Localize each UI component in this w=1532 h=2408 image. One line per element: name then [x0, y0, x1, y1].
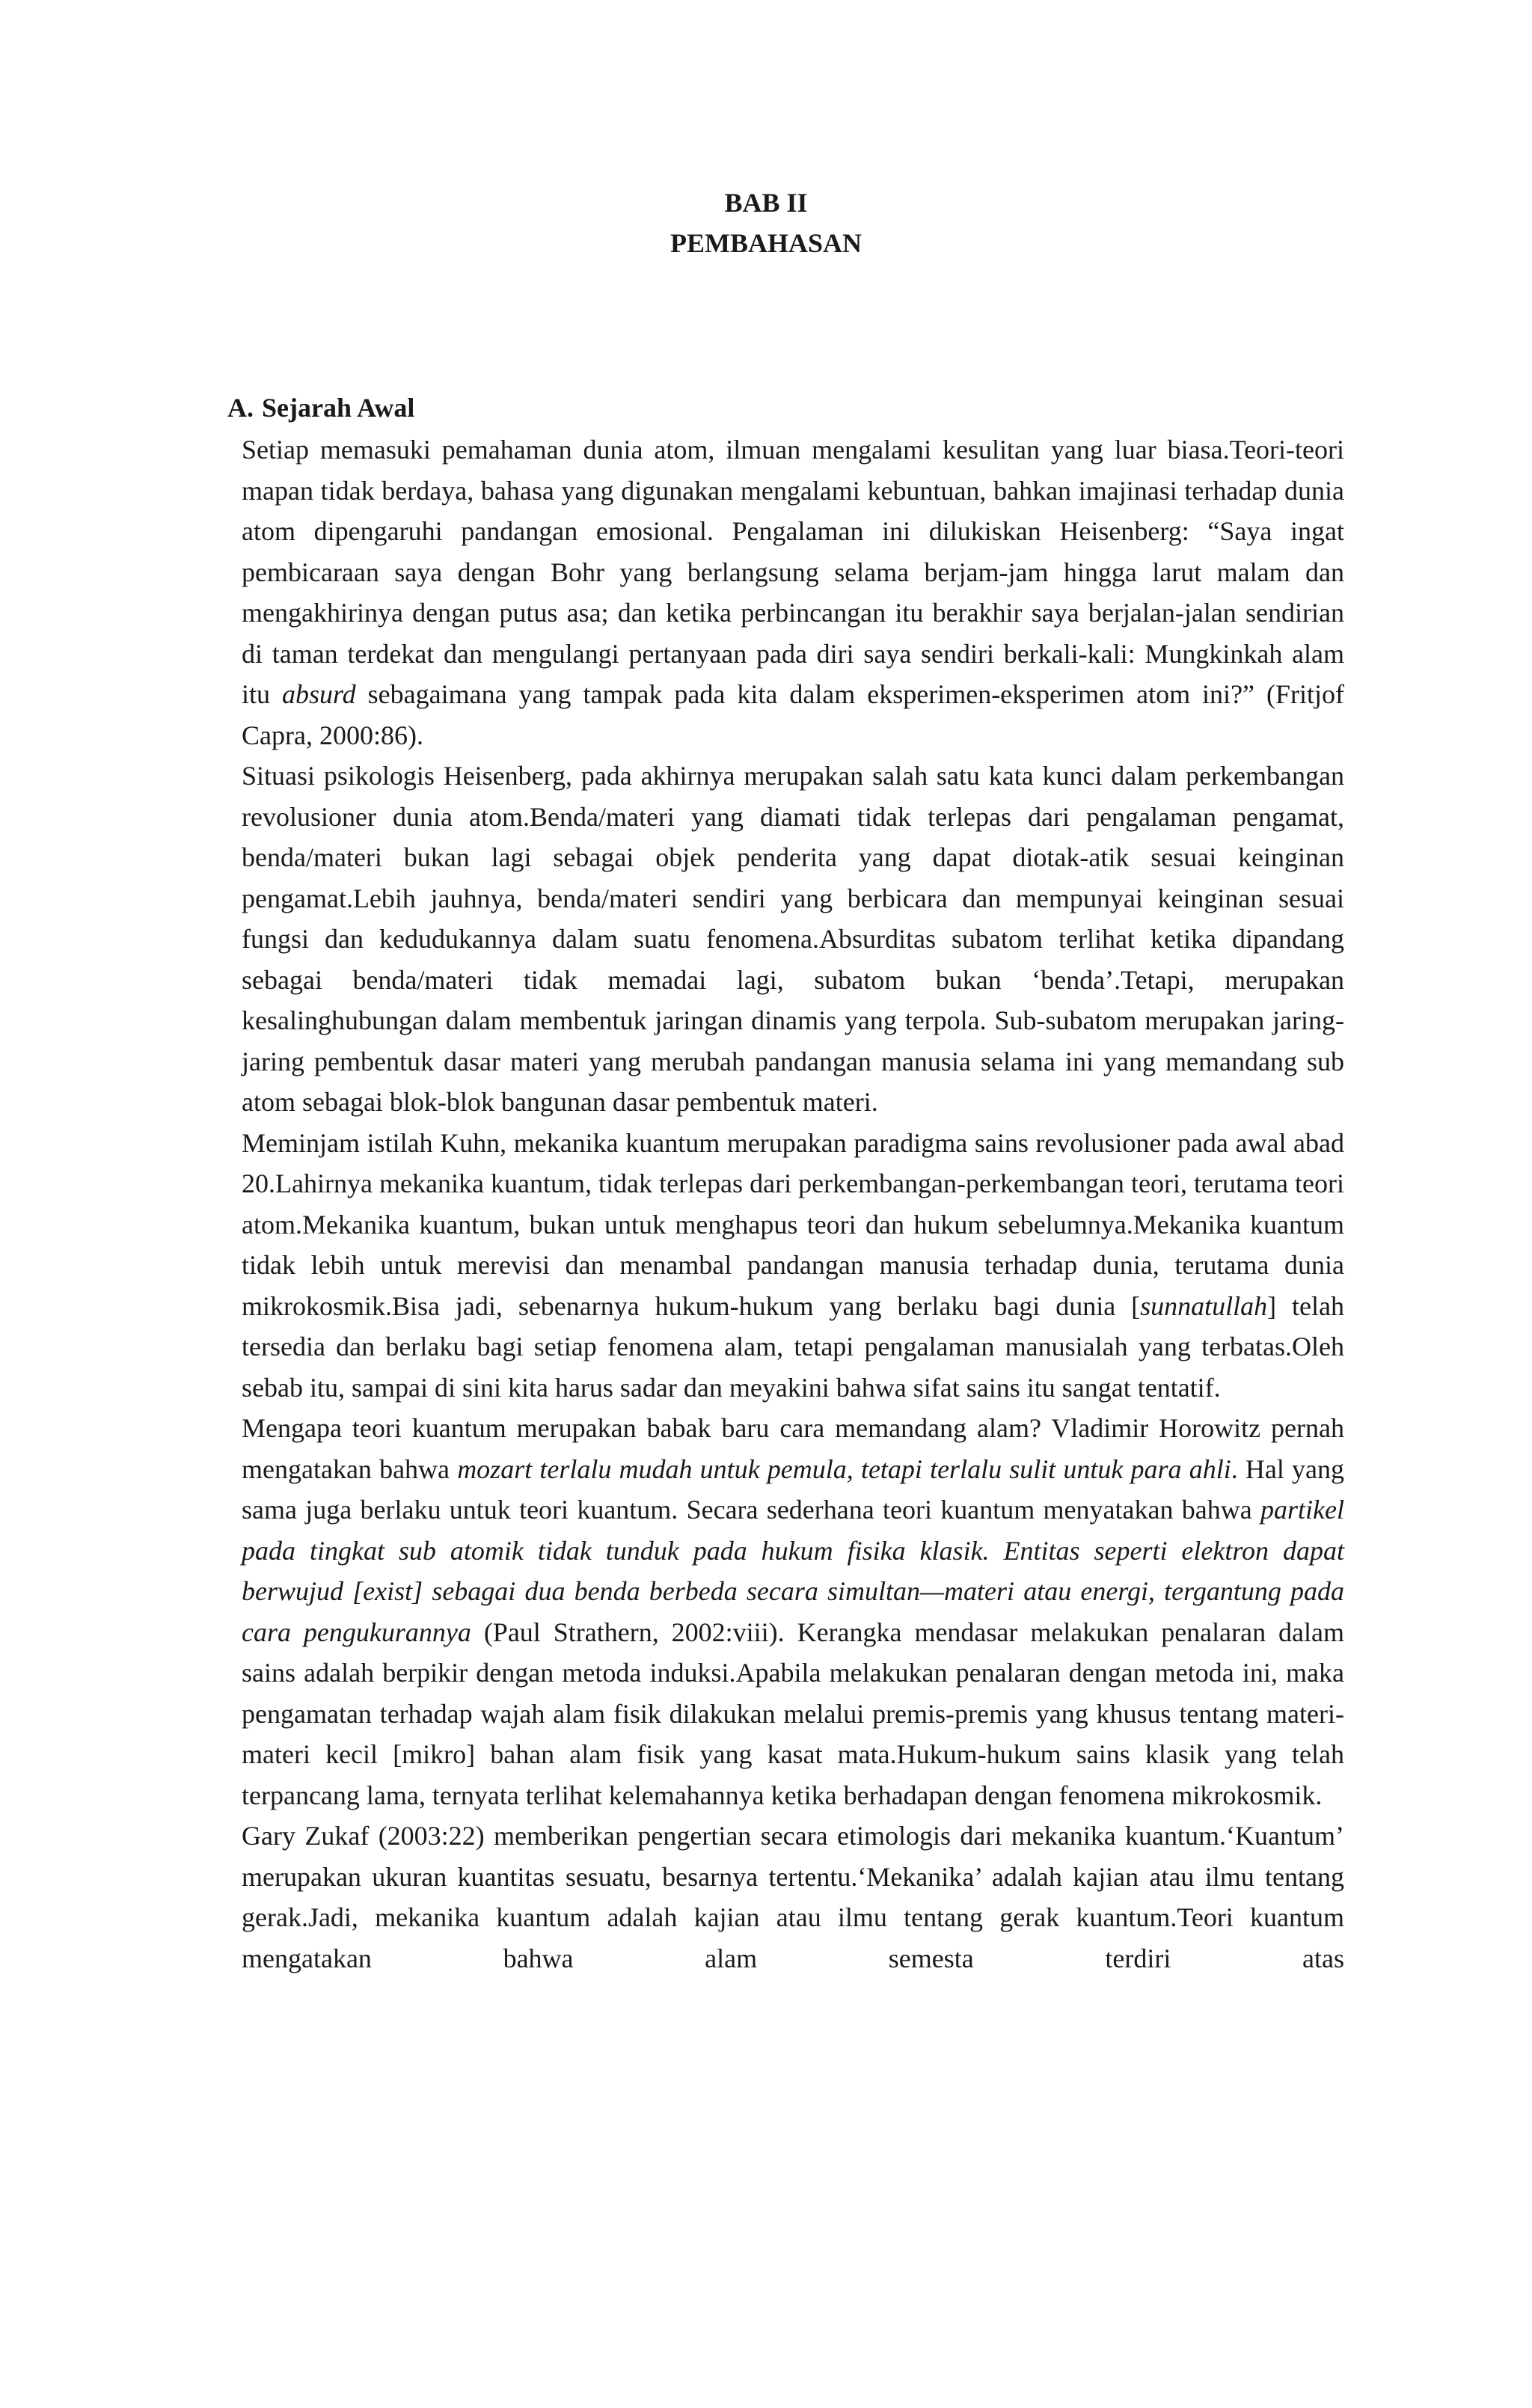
- paragraph: [242, 1816, 1344, 1979]
- text-run: Mengapa teori kuantum merupakan babak baru cara memandang alam? Vladimir Horowitz pernah mengatakan bahwa: [242, 1413, 1344, 1484]
- paragraph: [242, 1408, 1344, 1816]
- text-run: ] telah tersedia dan berlaku bagi setiap fenomena alam, tetapi pengalaman manusialah yang terbatas.Oleh sebab itu, sampai di sini kita harus sadar dan meyakini bahwa sifat sains itu sangat tentatif.: [242, 1290, 1344, 1403]
- text-run: Gary Zukaf (2003:22) memberikan pengertian secara etimologis dari mekanika kuantum.‘Kuantum’ merupakan ukuran kuantitas sesuatu, besarnya tertentu.‘Mekanika’ adalah kajian atau ilmu tentang gerak.Jadi, mekanika kuantum adalah kajian atau ilmu tentang gerak kuantum.Teori kuantum mengatakan bahwa alam semesta terdiri atas: [242, 1821, 1344, 1973]
- text-run: sebagaimana yang tampak pada kita dalam eksperimen-eksperimen atom ini?” (Fritjof Capra, 2000:86).: [242, 679, 1344, 750]
- text-run: . Hal yang sama juga berlaku untuk teori kuantum. Secara sederhana teori kuantum menyatakan bahwa: [242, 1453, 1344, 1525]
- italic-text: sunnatullah: [1140, 1290, 1268, 1321]
- italic-text: absurd: [281, 679, 356, 709]
- chapter-heading: [0, 183, 1532, 263]
- italic-text: mozart terlalu mudah untuk pemula, tetapi terlalu sulit untuk para ahli: [457, 1453, 1231, 1484]
- italic-text: partikel pada tingkat sub atomik tidak tunduk pada hukum fisika klasik. Entitas seperti elektron dapat berwujud [exist] sebagai dua benda berbeda secara simultan—materi atau energi, tergantung pada cara pengukurannya: [242, 1495, 1344, 1647]
- text-run: Meminjam istilah Kuhn, mekanika kuantum merupakan paradigma sains revolusioner pada awal abad 20.Lahirnya mekanika kuantum, tidak terlepas dari perkembangan-perkembangan teori, terutama teori atom.Mekanika kuantum, bukan untuk menghapus teori dan hukum sebelumnya.Mekanika kuantum tidak lebih untuk merevisi dan menambal pandangan manusia terhadap dunia, terutama dunia mikrokosmik.Bisa jadi, sebenarnya hukum-hukum yang berlaku bagi dunia [: [242, 1127, 1344, 1321]
- section-number: A.: [227, 393, 254, 423]
- text-run: Setiap memasuki pemahaman dunia atom, ilmuan mengalami kesulitan yang luar biasa.Teori-teori mapan tidak berdaya, bahasa yang digunakan mengalami kebuntuan, bahkan imajinasi terhadap dunia atom dipengaruhi pandangan emosional. Pengalaman ini dilukiskan Heisenberg: “Saya ingat pembicaraan saya dengan Bohr yang berlangsung selama berjam-jam hingga larut malam dan mengakhirinya dengan putus asa; dan ketika perbincangan itu berakhir saya berjalan-jalan sendirian di taman terdekat dan mengulangi pertanyaan pada diri saya sendiri berkali-kali: Mungkinkah alam itu: [242, 435, 1344, 709]
- chapter-title: PEMBAHASAN: [670, 228, 862, 258]
- paragraph: [242, 1123, 1344, 1409]
- section-title: Sejarah Awal: [262, 393, 415, 423]
- text-run: (Paul Strathern, 2002:viii). Kerangka mendasar melakukan penalaran dalam sains adalah berpikir dengan metoda induksi.Apabila melakukan penalaran dengan metoda ini, maka pengamatan terhadap wajah alam fisik dilakukan melalui premis-premis yang khusus tentang materi-materi kecil [mikro] bahan alam fisik yang kasat mata.Hukum-hukum sains klasik yang telah terpancang lama, ternyata terlihat kelemahannya ketika berhadapan dengan fenomena mikrokosmik.: [242, 1617, 1344, 1810]
- paragraph: [242, 756, 1344, 1123]
- text-run: Situasi psikologis Heisenberg, pada akhirnya merupakan salah satu kata kunci dalam perkembangan revolusioner dunia atom.Benda/materi yang diamati tidak terlepas dari pengalaman pengamat, benda/materi bukan lagi sebagai objek penderita yang dapat diotak-atik sesuai keinginan pengamat.Lebih jauhnya, benda/materi sendiri yang berbicara dan mempunyai keinginan sesuai fungsi dan kedudukannya dalam suatu fenomena.Absurditas subatom terlihat ketika dipandang sebagai benda/materi tidak memadai lagi, subatom bukan ‘benda’.Tetapi, merupakan kesalinghubungan dalam membentuk jaringan dinamis yang terpola. Sub-subatom merupakan jaring-jaring pembentuk dasar materi yang merubah pandangan manusia selama ini yang memandang sub atom sebagai blok-blok bangunan dasar pembentuk materi.: [242, 761, 1344, 1117]
- chapter-number: BAB II: [724, 188, 808, 218]
- section-heading: [227, 389, 414, 426]
- body-text: [242, 429, 1344, 1979]
- paragraph: [242, 429, 1344, 756]
